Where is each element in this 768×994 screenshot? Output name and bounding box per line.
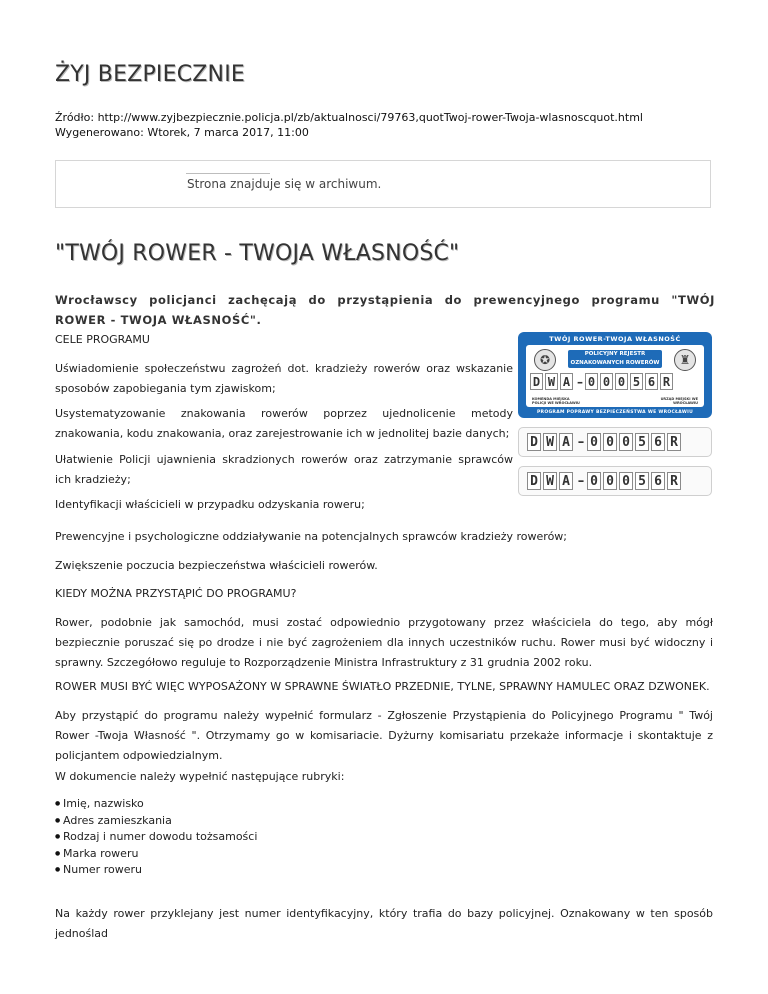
body-paragraph: Na każdy rower przyklejany jest numer identyfikacyjny, który trafia do bazy policyjnej. Oznakowany w ten sposób jednoślad xyxy=(55,907,713,940)
code-char: 0 xyxy=(600,373,613,390)
list-item: ● Imię, nazwisko xyxy=(55,796,257,813)
sticker-header: TWÓJ ROWER-TWOJA WŁASNOŚĆ xyxy=(549,335,681,343)
city-emblem-icon: ♜ xyxy=(674,349,696,371)
code-char: 0 xyxy=(587,472,601,490)
goal-paragraph: Zwiększenie poczucia bezpieczeństwa właścicieli rowerów. xyxy=(55,559,378,572)
list-item: ● Marka roweru xyxy=(55,846,257,863)
blue-sticker xyxy=(518,332,712,418)
code-char: A xyxy=(559,472,573,490)
code-char: 5 xyxy=(635,433,649,451)
sticker-code xyxy=(530,373,675,390)
body-paragraph: Aby przystąpić do programu należy wypełnić formularz - Zgłoszenie Przystąpienia do Policyjnego Programu " Twój Rower -Twoja Własność ". Otrzymamy go w komisariacie. Dyżurny komisariatu przekaże informacje i skontaktuje z policjantem odpowiedzialnym. xyxy=(55,709,713,762)
city-caption: URZĄD MIEJSKI WE WROCŁAWIU xyxy=(660,397,698,405)
code-char: W xyxy=(543,472,557,490)
section-heading-goals: CELE PROGRAMU xyxy=(55,333,150,346)
list-item: ● Adres zamieszkania xyxy=(55,813,257,830)
registry-banner xyxy=(568,350,662,368)
list-item: ● Rodzaj i numer dowodu tożsamości xyxy=(55,829,257,846)
goal-paragraph: Identyfikacji właścicieli w przypadku odzyskania roweru; xyxy=(55,498,365,511)
generated-date: Wygenerowano: Wtorek, 7 marca 2017, 11:00 xyxy=(55,126,309,139)
form-fields-list xyxy=(55,796,257,879)
sticker-inner xyxy=(526,345,704,407)
code-char: 6 xyxy=(651,472,665,490)
code-char: 6 xyxy=(645,373,658,390)
code-char: W xyxy=(543,433,557,451)
code-char: 0 xyxy=(585,373,598,390)
code-char: A xyxy=(559,433,573,451)
article-lead: Wrocławscy policjanci zachęcają do przystąpienia do prewencyjnego programu "TWÓJ ROWER - TWOJA WŁASNOŚĆ". xyxy=(55,293,715,327)
code-char: 0 xyxy=(619,433,633,451)
list-item: ● Numer roweru xyxy=(55,862,257,879)
equipment-notice: ROWER MUSI BYĆ WIĘC WYPOSAŻONY W SPRAWNE ŚWIATŁO PRZEDNIE, TYLNE, SPRAWNY HAMULEC ORAZ DZWONEK. xyxy=(55,680,710,693)
code-char: A xyxy=(560,373,573,390)
code-char: 5 xyxy=(635,472,649,490)
archive-notice-box xyxy=(55,160,711,208)
code-char: R xyxy=(667,433,681,451)
banner-line: POLICYJNY REJESTR xyxy=(584,351,646,357)
banner-line: OZNAKOWANYCH ROWERÓW xyxy=(570,360,660,366)
code-plate xyxy=(518,427,712,457)
police-caption: KOMENDA MIEJSKA POLICJI WE WROCŁAWIU xyxy=(532,397,580,405)
code-char: 0 xyxy=(619,472,633,490)
code-char: 0 xyxy=(587,433,601,451)
bike-sticker-image xyxy=(518,332,712,496)
sticker-footer: PROGRAM POPRAWY BEZPIECZEŃSTWA WE WROCŁAWIU xyxy=(536,410,694,415)
code-char: 6 xyxy=(651,433,665,451)
article-title: "TWÓJ ROWER - TWOJA WŁASNOŚĆ" xyxy=(55,241,460,266)
section-heading-when: KIEDY MOŻNA PRZYSTĄPIĆ DO PROGRAMU? xyxy=(55,587,297,600)
goal-paragraph: Prewencyjne i psychologiczne oddziaływanie na potencjalnych sprawców kradzieży rowerów; xyxy=(55,530,568,543)
code-char: D xyxy=(530,373,543,390)
code-char: 0 xyxy=(615,373,628,390)
police-emblem-icon: ✪ xyxy=(534,349,556,371)
site-title: ŻYJ BEZPIECZNIE xyxy=(55,62,245,87)
goal-paragraph: Ułatwienie Policji ujawnienia skradzionych rowerów oraz zatrzymanie sprawców ich kradzieży; xyxy=(55,453,513,486)
code-char: D xyxy=(527,472,541,490)
code-char: 0 xyxy=(603,433,617,451)
code-char: R xyxy=(667,472,681,490)
goal-paragraph: Uświadomienie społeczeństwu zagrożeń dot. kradzieży rowerów oraz wskazanie sposobów zapobiegania tym zjawiskom; xyxy=(55,362,513,395)
archive-notice: Strona znajduje się w archiwum. xyxy=(187,177,382,191)
code-char: W xyxy=(545,373,558,390)
code-char: D xyxy=(527,433,541,451)
meta-info xyxy=(55,110,643,140)
body-paragraph: Rower, podobnie jak samochód, musi zostać odpowiednio przygotowany przez właściciela do tego, aby mógł bezpiecznie poruszać się po drodze i nie być zagrożeniem dla innych uczestników ruchu. Rower musi być widoczny i sprawny. Szczegółowo reguluje to Rozporządzenie Ministra Infrastruktury z 31 grudnia 2002 roku. xyxy=(55,616,713,669)
source-url: Źródło: http://www.zyjbezpiecznie.policja.pl/zb/aktualnosci/79763,quotTwoj-rower-Twoja-wlasnoscquot.html xyxy=(55,111,643,124)
code-dash: – xyxy=(577,374,583,389)
code-dash: – xyxy=(577,473,585,489)
code-plate xyxy=(518,466,712,496)
archive-divider xyxy=(186,173,270,174)
code-dash: – xyxy=(577,434,585,450)
goal-paragraph: Usystematyzowanie znakowania rowerów poprzez ujednolicenie metody znakowania, kodu znakowania, oraz zarejestrowanie ich w jednolitej bazie danych; xyxy=(55,407,513,440)
code-char: R xyxy=(660,373,673,390)
code-char: 0 xyxy=(603,472,617,490)
code-char: 5 xyxy=(630,373,643,390)
form-fields-intro: W dokumencie należy wypełnić następujące rubryki: xyxy=(55,770,345,783)
